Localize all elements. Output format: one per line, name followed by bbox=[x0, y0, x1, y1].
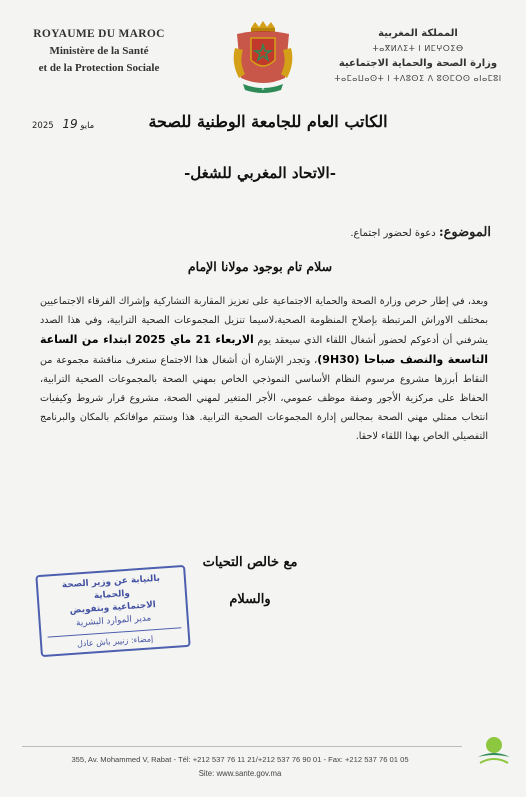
body-paragraph bbox=[40, 292, 488, 446]
body-intro: وبعد، في إطار حرص وزارة الصحة والحماية الاجتماعية على تعزيز المقاربة التشاركية وإشراك الفرقاء الاجتماعيين بمختلف الاوراش المرتبطة بإصلاح المنظومة الصحية،لاسيما تنزيل المجموعات الصحية الترابية، وفي هذا الصدد يشرفني أن أدعوكم لحضور أشغال اللقاء الذي سيعقد يوم bbox=[40, 296, 488, 346]
footer-address: 355, Av. Mohammed V, Rabat - Tél: +212 537 76 11 21/+212 537 76 90 01 - Fax: +212 537 76 01 05 bbox=[71, 755, 409, 764]
closing-regards: مع خالص التحيات bbox=[202, 555, 298, 570]
letter-greeting: سلام تام بوجود مولانا الإمام bbox=[187, 259, 333, 274]
header-tifinagh-kingdom: ⵜⴰⴳⵍⴷⵉⵜ ⵏ ⵍⵎⵖⵔⵉⴱ bbox=[372, 44, 464, 53]
subject-text: دعوة لحضور اجتماع. bbox=[350, 228, 436, 239]
official-stamp bbox=[35, 565, 190, 657]
header-tifinagh-ministry: ⵜⴰⵎⴰⵡⴰⵙⵜ ⵏ ⵜⴷⵓⵙⵉ ⴷ ⵓⵙⵎⵔⵙ ⴰⵏⴰⵎⵓⵏ bbox=[334, 74, 502, 83]
footer-divider bbox=[22, 746, 462, 747]
header-french bbox=[14, 26, 184, 77]
date-month-year: 2025 مايو bbox=[32, 121, 95, 131]
letter-date bbox=[32, 117, 94, 131]
header-arabic bbox=[328, 26, 508, 86]
stamp-line-3: مدير الموارد البشرية bbox=[75, 613, 152, 629]
header-fr-kingdom: ROYAUME DU MAROC bbox=[33, 28, 165, 40]
header-ar-ministry: وزارة الصحة والحماية الاجتماعية bbox=[338, 58, 498, 69]
body-agenda: ، وتجدر الإشارة أن أشغال هذا الاجتماع ستعرف مناقشة مجموعة من النقاط أبرزها مشروع مرسوم النظام الأساسي النموذجي الخاص بمهني الصحة بالمجموعات الصحية الترابية، الحفاظ على مركزية الأجور وصفة موظف عمومي، الأجر المتغير لمهني الصحة، مشروع قرار شروط وكيفيات انتخاب ممثلي مهني الصحة بمجالس إدارة المجموعات الصحية الترابية. هذا وستتم موافاتكم بالمكان والبرنامج التفصيلي الخاص بهذا اللقاء لاحقا. bbox=[40, 355, 488, 442]
footer-website: Site: www.sante.gov.ma bbox=[198, 769, 282, 778]
sender-union: -الاتحاد المغربي للشغل- bbox=[184, 164, 336, 182]
subject-label: الموضوع: bbox=[438, 225, 491, 240]
stamp-line-1: بالنيابة عن وزير الصحة والحماية bbox=[61, 573, 161, 602]
header-fr-ministry: Ministère de la Santé bbox=[49, 45, 149, 57]
meeting-date: الاربعاء 21 ماي 2025 bbox=[134, 333, 254, 346]
date-day: 19 bbox=[62, 117, 78, 131]
meeting-time: ابتداء من الساعة التاسعة والنصف صباحا (9H30) bbox=[40, 333, 488, 366]
letter-body bbox=[40, 292, 488, 446]
header-ar-kingdom: المملكة المغربية bbox=[378, 28, 458, 39]
stamp-signature: إمضاء: زنيبر باش عادل bbox=[48, 627, 183, 652]
header-fr-protection: et de la Protection Sociale bbox=[38, 62, 160, 74]
svg-text:ⵣ: ⵣ bbox=[261, 86, 265, 91]
letter-subject bbox=[191, 225, 491, 240]
coat-of-arms-icon bbox=[229, 18, 297, 98]
sender-title: الكاتب العام للجامعة الوطنية للصحة bbox=[148, 112, 388, 131]
ministry-logo-icon bbox=[472, 733, 516, 769]
stamp-line-2: الاجتماعية وبتفويض bbox=[69, 600, 157, 617]
closing-salutation: والسلام bbox=[229, 592, 271, 607]
